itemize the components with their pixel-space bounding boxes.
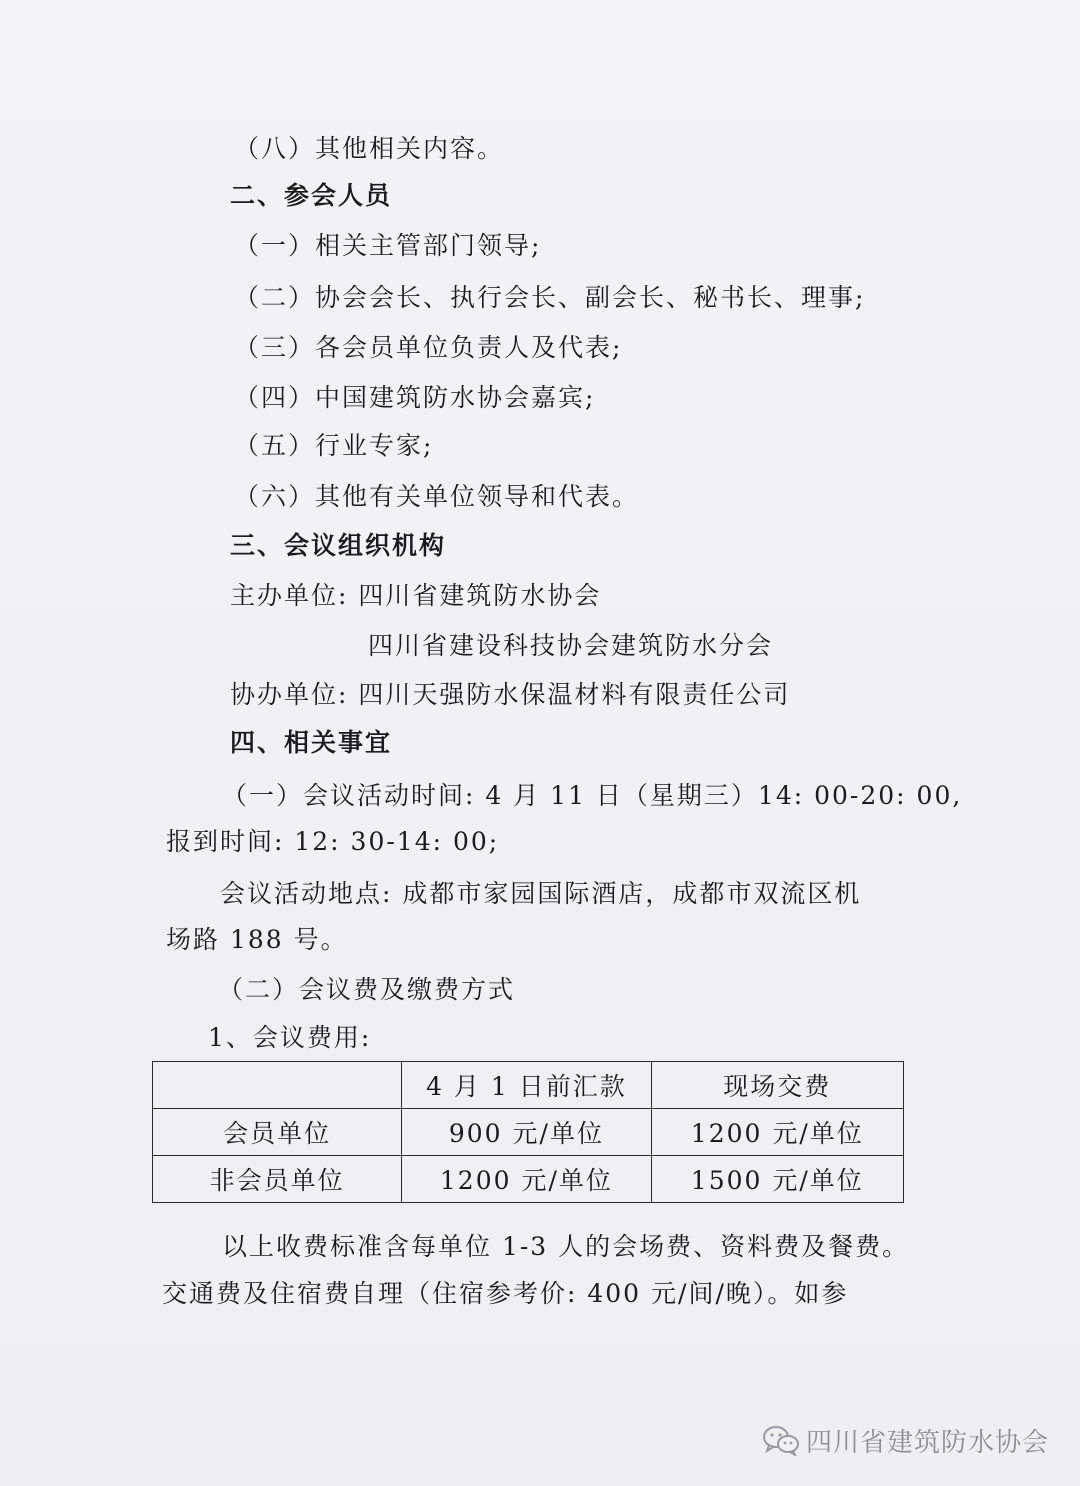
- section-heading-matters: 四、相关事宜: [230, 728, 393, 757]
- table-header-cell: [153, 1062, 402, 1109]
- attendee-item-1: （一）相关主管部门领导;: [234, 231, 542, 260]
- wechat-icon: [762, 1424, 800, 1456]
- co-host-unit: 协办单位: 四川天强防水保温材料有限责任公司: [230, 680, 791, 709]
- attendee-item-4: （四）中国建筑防水协会嘉宾;: [234, 383, 596, 412]
- meeting-place: 会议活动地点: 成都市家园国际酒店，成都市双流区机: [220, 879, 862, 908]
- table-cell: 非会员单位: [153, 1156, 402, 1203]
- table-cell: 1200 元/单位: [402, 1156, 651, 1203]
- fee-heading: （二）会议费及缴费方式: [218, 975, 516, 1004]
- fee-note-1: 以上收费标准含每单位 1-3 人的会场费、资料费及餐费。: [222, 1232, 910, 1261]
- watermark: [762, 1420, 1049, 1460]
- meeting-time: （一）会议活动时间: 4 月 11 日（星期三）14: 00-20: 00,: [222, 781, 963, 810]
- table-row-header: [153, 1062, 904, 1109]
- host-unit-second: 四川省建设科技协会建筑防水分会: [368, 631, 774, 660]
- section-heading-attendees: 二、参会人员: [230, 181, 393, 210]
- meeting-place-cont: 场路 188 号。: [166, 925, 348, 954]
- table-row: [153, 1156, 904, 1203]
- table-cell: 1500 元/单位: [651, 1156, 903, 1203]
- host-unit: 主办单位: 四川省建筑防水协会: [230, 581, 602, 610]
- table-cell: 900 元/单位: [402, 1109, 651, 1156]
- table-header-cell: 现场交费: [651, 1062, 903, 1109]
- attendee-item-3: （三）各会员单位负责人及代表;: [234, 333, 623, 362]
- table-header-cell: 4 月 1 日前汇款: [402, 1062, 651, 1109]
- table-cell: 会员单位: [153, 1109, 402, 1156]
- fee-table: [152, 1061, 904, 1203]
- fee-subheading: 1、会议费用:: [208, 1023, 372, 1052]
- attendee-item-5: （五）行业专家;: [234, 431, 434, 460]
- item-other-content: （八）其他相关内容。: [234, 134, 505, 163]
- attendee-item-2: （二）协会会长、执行会长、副会长、秘书长、理事;: [234, 283, 866, 312]
- registration-time: 报到时间: 12: 30-14: 00;: [166, 827, 500, 856]
- table-row: [153, 1109, 904, 1156]
- attendee-item-6: （六）其他有关单位领导和代表。: [234, 482, 640, 511]
- fee-note-2: 交通费及住宿费自理（住宿参考价: 400 元/间/晚）。如参: [162, 1279, 849, 1308]
- watermark-text: 四川省建筑防水协会: [806, 1427, 1050, 1458]
- table-cell: 1200 元/单位: [651, 1109, 903, 1156]
- section-heading-organization: 三、会议组织机构: [230, 531, 447, 560]
